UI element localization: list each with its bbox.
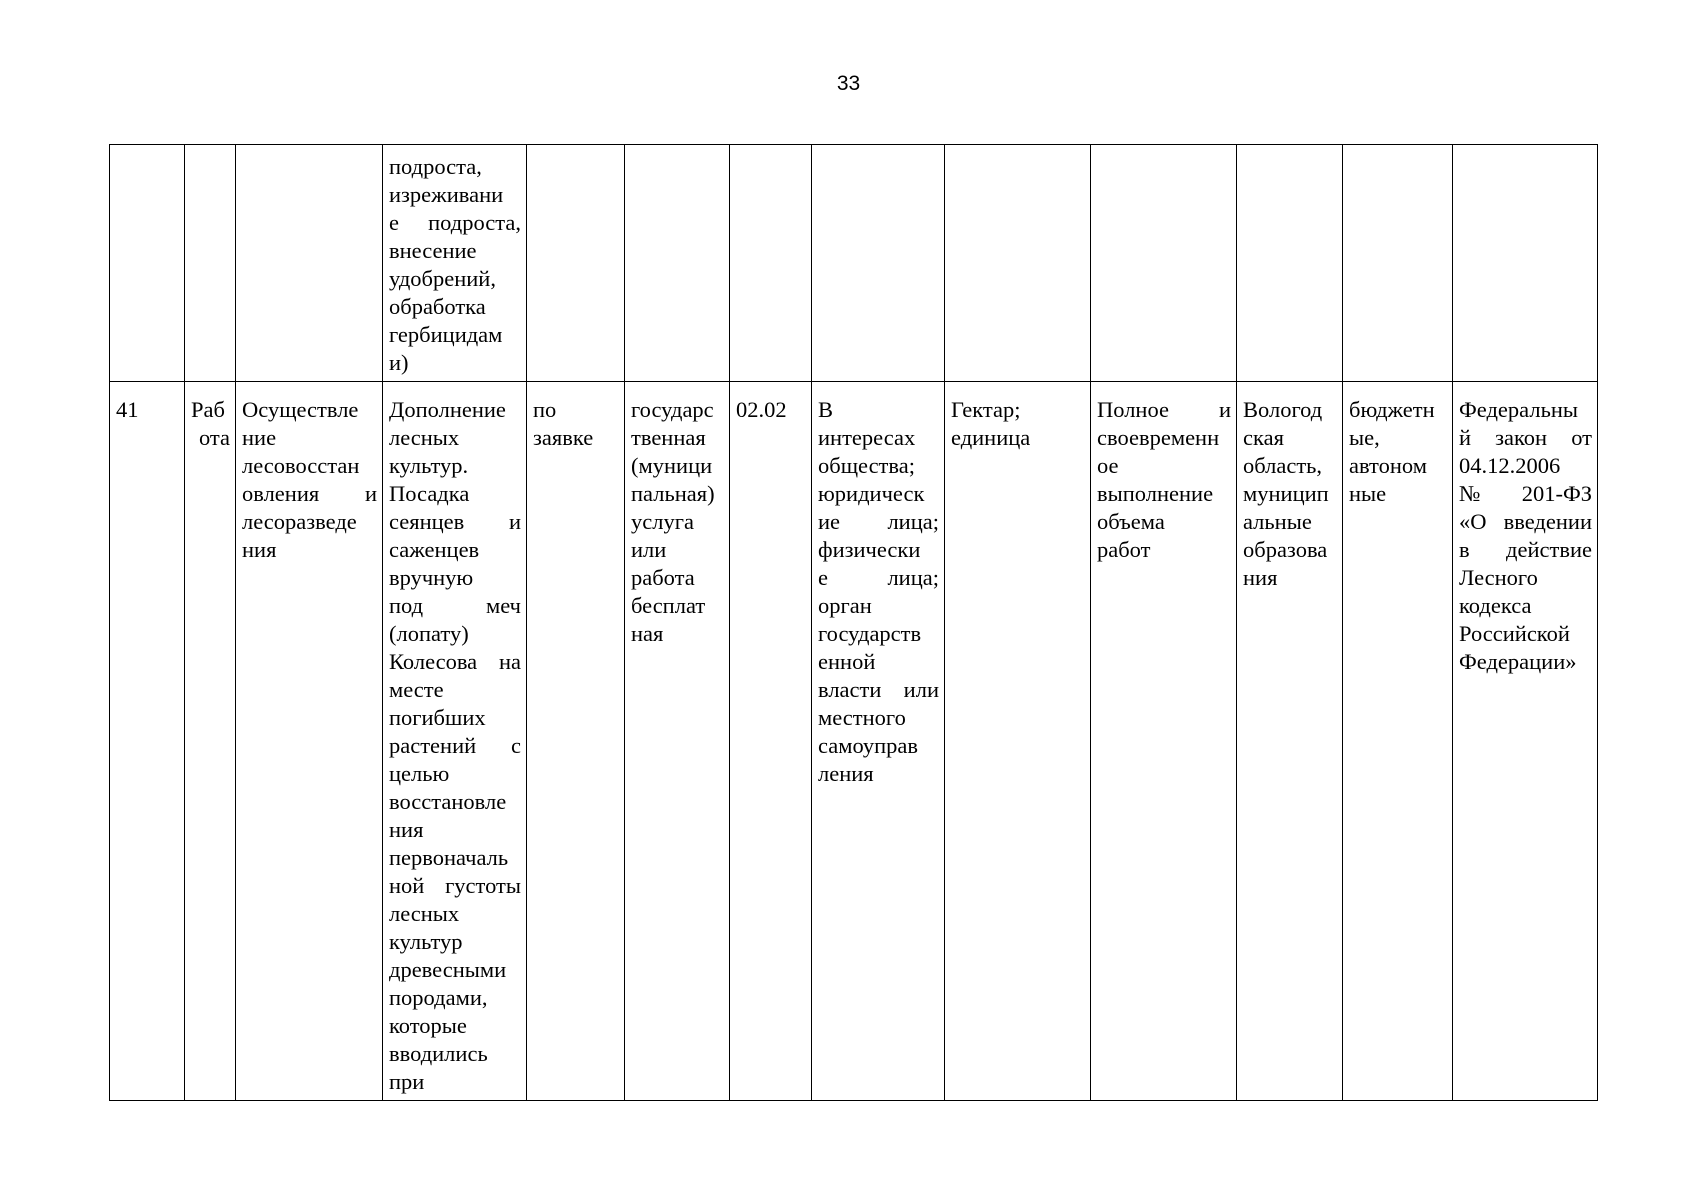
- cell-line: работа: [631, 565, 695, 590]
- cell-line: Российской: [1459, 621, 1570, 646]
- cell-line: услуга: [631, 509, 694, 534]
- cell-line: подроста,: [389, 154, 482, 179]
- cell-line: культур: [389, 929, 463, 954]
- cell-line: которые: [389, 1013, 467, 1038]
- cell-line: Лесного: [1459, 565, 1538, 590]
- cell-line: Федерации»: [1459, 649, 1577, 674]
- cell-line: ления: [818, 761, 874, 786]
- table-row: [110, 382, 1598, 1101]
- cell-line: 02.02: [736, 397, 787, 422]
- cell-line: юридическ: [818, 481, 925, 506]
- cell-line: ые,: [1349, 425, 1380, 450]
- cell-line: Посадка: [389, 481, 470, 506]
- cell-line: лесных: [389, 901, 460, 926]
- cell-code: [730, 382, 812, 1101]
- services-table: [109, 144, 1598, 1101]
- cell-line: ие лица;: [818, 509, 939, 534]
- cell-line: своевременн: [1097, 425, 1220, 450]
- cell-line: муницип: [1243, 481, 1329, 506]
- cell-consumers: [812, 145, 945, 382]
- cell-institution-type: [1343, 382, 1453, 1101]
- cell-line: 41: [116, 397, 139, 422]
- cell-region: [1237, 145, 1343, 382]
- cell-region: [1237, 382, 1343, 1101]
- cell-line: власти или: [818, 677, 939, 702]
- cell-line: твенная: [631, 425, 706, 450]
- cell-number: [110, 145, 185, 382]
- cell-line: гербицидам: [389, 322, 503, 347]
- cell-line: область,: [1243, 453, 1323, 478]
- cell-line: внесение: [389, 238, 477, 263]
- cell-line: объема: [1097, 509, 1165, 534]
- cell-unit: [945, 382, 1091, 1101]
- cell-line: физически: [818, 537, 921, 562]
- cell-conditions: [527, 382, 625, 1101]
- cell-line: самоуправ: [818, 733, 919, 758]
- cell-line: местного: [818, 705, 906, 730]
- cell-content: [383, 145, 527, 382]
- cell-line: бесплат: [631, 593, 706, 618]
- cell-line: Раб: [191, 397, 225, 422]
- cell-line: (муници: [631, 453, 713, 478]
- cell-line: бюджетн: [1349, 397, 1435, 422]
- cell-line: восстановле: [389, 789, 507, 814]
- cell-line: № 201-ФЗ: [1459, 481, 1592, 506]
- cell-line: интересах: [818, 425, 916, 450]
- cell-indicator: [1091, 145, 1237, 382]
- cell-line: Дополнение: [389, 397, 506, 422]
- cell-line: ния: [242, 537, 277, 562]
- cell-line: единица: [951, 425, 1031, 450]
- cell-conditions: [527, 145, 625, 382]
- cell-line: й закон от: [1459, 425, 1592, 450]
- page-number: 33: [836, 72, 861, 95]
- cell-line: вводились: [389, 1041, 488, 1066]
- cell-line: овления и: [242, 481, 377, 506]
- cell-line: (лопату): [389, 621, 469, 646]
- cell-service-type: [625, 145, 730, 382]
- cell-line: В: [818, 397, 834, 422]
- cell-line: ния: [1243, 565, 1278, 590]
- cell-line: ния: [389, 817, 424, 842]
- cell-line: Федеральны: [1459, 397, 1578, 422]
- cell-line: месте: [389, 677, 444, 702]
- cell-line: государс: [631, 397, 714, 422]
- cell-consumers: [812, 382, 945, 1101]
- cell-line: удобрений,: [389, 266, 496, 291]
- cell-service-name: [236, 145, 383, 382]
- cell-line: общества;: [818, 453, 915, 478]
- cell-line: лесовосстан: [242, 453, 360, 478]
- cell-line: Вологод: [1243, 397, 1323, 422]
- cell-line: работ: [1097, 537, 1151, 562]
- cell-line: заявке: [533, 425, 594, 450]
- cell-line: «О введении: [1459, 509, 1592, 534]
- cell-line: первоначаль: [389, 845, 509, 870]
- cell-legal-basis: [1453, 382, 1598, 1101]
- cell-line: целью: [389, 761, 450, 786]
- cell-line: ота: [198, 425, 230, 450]
- cell-line: вручную: [389, 565, 474, 590]
- cell-line: погибших: [389, 705, 486, 730]
- cell-line: ной густоты: [389, 873, 521, 898]
- cell-line: изреживани: [389, 182, 504, 207]
- cell-line: Полное и: [1097, 397, 1231, 422]
- cell-line: ная: [631, 621, 664, 646]
- cell-service-type: [625, 382, 730, 1101]
- cell-line: е подроста,: [389, 210, 521, 235]
- cell-line: государств: [818, 621, 922, 646]
- cell-line: пальная): [631, 481, 715, 506]
- cell-type: [185, 145, 236, 382]
- cell-line: в действие: [1459, 537, 1592, 562]
- cell-indicator: [1091, 382, 1237, 1101]
- cell-type: [185, 382, 236, 1101]
- cell-line: породами,: [389, 985, 488, 1010]
- cell-line: ные: [1349, 481, 1387, 506]
- cell-unit: [945, 145, 1091, 382]
- cell-line: лесоразведе: [242, 509, 357, 534]
- cell-line: Осуществле: [242, 397, 359, 422]
- cell-line: лесных: [389, 425, 460, 450]
- cell-line: при: [389, 1069, 425, 1094]
- cell-line: Гектар;: [951, 397, 1021, 422]
- cell-service-name: [236, 382, 383, 1101]
- cell-line: ние: [242, 425, 277, 450]
- cell-line: кодекса: [1459, 593, 1532, 618]
- cell-line: древесными: [389, 957, 507, 982]
- cell-legal-basis: [1453, 145, 1598, 382]
- cell-line: растений с: [389, 733, 521, 758]
- cell-line: орган: [818, 593, 872, 618]
- cell-line: или: [631, 537, 667, 562]
- table-row-continuation: [110, 145, 1598, 382]
- cell-line: альные: [1243, 509, 1312, 534]
- cell-line: по: [533, 397, 557, 422]
- cell-line: сеянцев и: [389, 509, 521, 534]
- cell-line: ое: [1097, 453, 1119, 478]
- cell-line: енной: [818, 649, 876, 674]
- cell-line: обработка: [389, 294, 486, 319]
- cell-line: Колесова на: [389, 649, 521, 674]
- cell-line: ская: [1243, 425, 1284, 450]
- cell-line: культур.: [389, 453, 469, 478]
- cell-line: е лица;: [818, 565, 939, 590]
- cell-line: под меч: [389, 593, 521, 618]
- cell-line: образова: [1243, 537, 1328, 562]
- cell-code: [730, 145, 812, 382]
- cell-line: саженцев: [389, 537, 480, 562]
- cell-content: [383, 382, 527, 1101]
- cell-line: и): [389, 350, 409, 375]
- cell-line: автоном: [1349, 453, 1427, 478]
- cell-number: [110, 382, 185, 1101]
- cell-institution-type: [1343, 145, 1453, 382]
- cell-line: выполнение: [1097, 481, 1214, 506]
- cell-line: 04.12.2006: [1459, 453, 1561, 478]
